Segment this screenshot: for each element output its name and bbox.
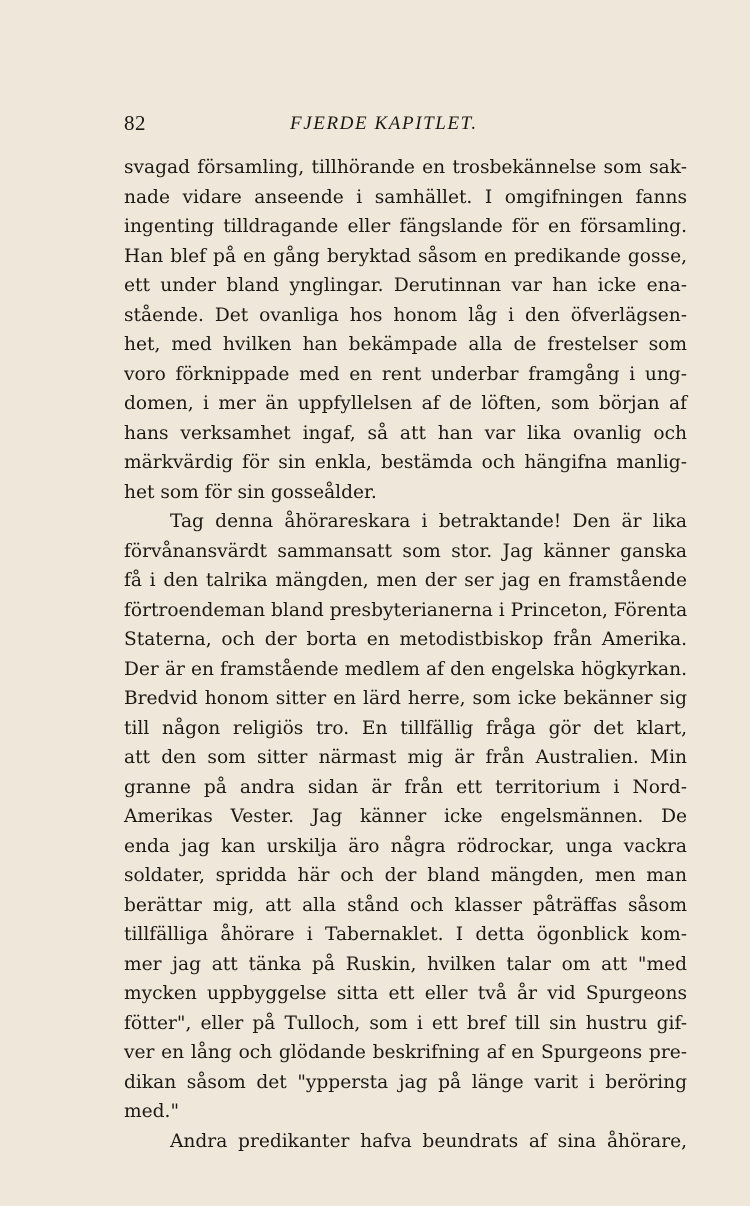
text-line: berättar mig, att alla stånd och klasser påträffas såsom <box>124 894 687 916</box>
text-line: få i den talrika mängden, men der ser jag en framstående <box>124 570 687 591</box>
text-line: Der är en framstående medlem af den engelska högkyrkan. <box>124 658 687 680</box>
text-line: till någon religiös tro. En tillfällig fråga gör det klart, <box>124 717 687 739</box>
text-line: hans verksamhet ingaf, så att han var lika ovanlig och <box>124 422 687 444</box>
text-line: dikan såsom det "yppersta jag på länge varit i beröring <box>124 1071 687 1093</box>
paragraph-end-line: het som för sin gosseålder. <box>124 481 377 503</box>
text-line: Amerikas Vester. Jag känner icke engelsmännen. De <box>124 806 687 827</box>
paragraph-end-line: med." <box>124 1101 180 1122</box>
text-line: tillfälliga åhörare i Tabernaklet. I detta ögonblick kom- <box>124 924 687 945</box>
text-line: Bredvid honom sitter en lärd herre, som icke bekänner sig <box>124 688 687 709</box>
text-line: att den som sitter närmast mig är från Australien. Min <box>124 747 687 768</box>
text-line: ingenting tilldragande eller fängslande för en församling. <box>124 216 687 237</box>
text-line: svagad församling, tillhörande en trosbekännelse som sak- <box>124 157 687 178</box>
text-line: mycken uppbyggelse sitta ett eller två år vid Spurgeons <box>124 983 687 1004</box>
text-line: granne på andra sidan är från ett territorium i Nord- <box>124 776 687 798</box>
page-number: 82 <box>124 111 146 135</box>
text-line: förtroendeman bland presbyterianerna i Princeton, Förenta <box>124 599 688 621</box>
text-line: mer jag att tänka på Ruskin, hvilken talar om att "med <box>124 953 687 975</box>
text-line: ver en lång och glödande beskrifning af en Spurgeons pre- <box>124 1042 687 1063</box>
text-line: märkvärdig för sin enkla, bestämda och hängifna manlig- <box>124 452 687 473</box>
text-line: enda jag kan urskilja äro några rödrockar, unga vackra <box>124 835 687 857</box>
text-line: het, med hvilken han bekämpade alla de frestelser som <box>124 334 687 355</box>
text-line: domen, i mer än uppfyllelsen af de löften, som början af <box>124 393 687 414</box>
running-title: FJERDE KAPITLET. <box>290 113 478 134</box>
text-line: Han blef på en gång beryktad såsom en predikande gosse, <box>124 245 687 267</box>
text-line: Staterna, och der borta en metodistbiskop från Amerika. <box>124 629 687 650</box>
text-line: stående. Det ovanliga hos honom låg i den öfverlägsen- <box>124 304 687 326</box>
paragraph-start-line: Tag denna åhörareskara i betraktande! Den är lika <box>170 511 687 532</box>
page-header <box>124 111 684 141</box>
text-line: ett under bland ynglingar. Derutinnan var han icke ena- <box>124 275 687 296</box>
text-line: förvånansvärdt sammansatt som stor. Jag känner ganska <box>124 540 687 562</box>
text-line: fötter", eller på Tulloch, som i ett bref till sin hustru gif- <box>124 1012 687 1034</box>
body-text <box>124 153 687 1156</box>
text-line: soldater, spridda här och der bland mängden, men man <box>124 865 687 886</box>
paragraph-start-line: Andra predikanter hafva beundrats af sina åhörare, <box>170 1130 687 1152</box>
text-line: nade vidare anseende i samhället. I omgifningen fanns <box>124 186 687 208</box>
text-line: voro förknippade med en rent underbar framgång i ung- <box>124 363 687 385</box>
